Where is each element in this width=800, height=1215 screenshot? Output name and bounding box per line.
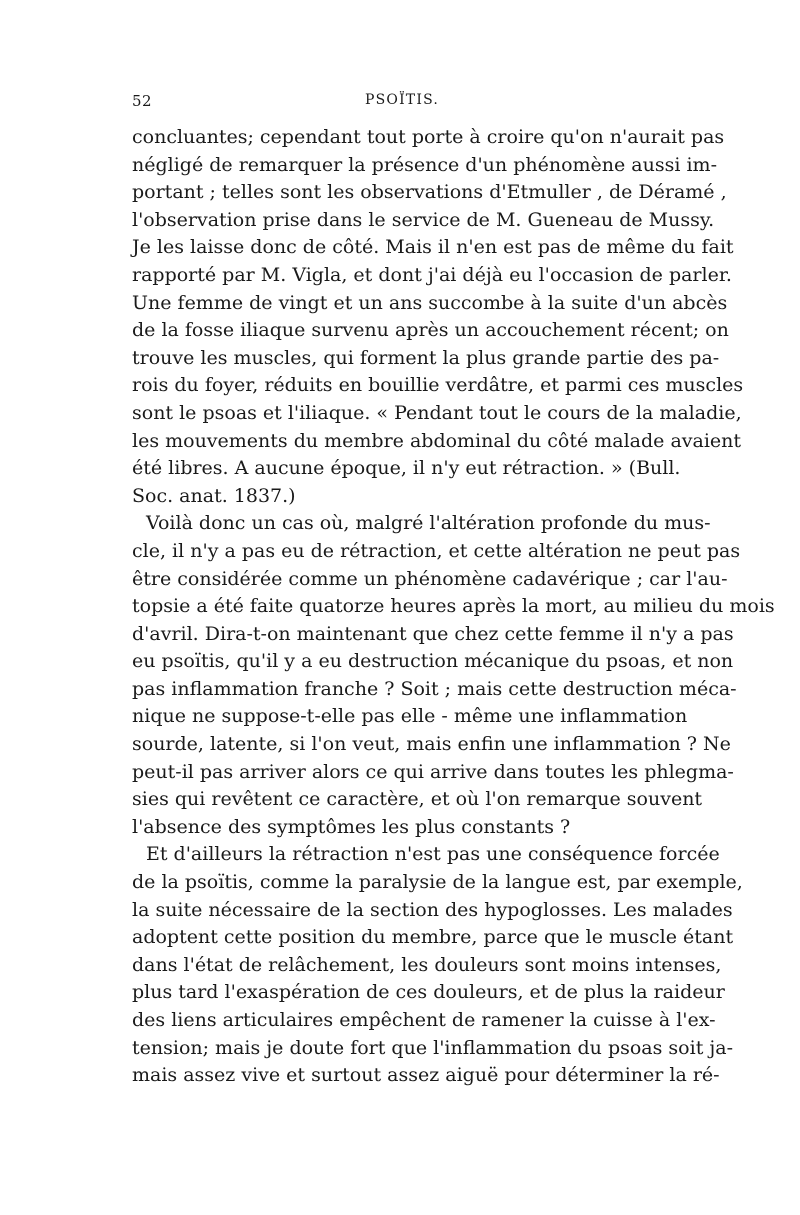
text-line: eu psoïtis, qu'il y a eu destruction mécanique du psoas, et non: [132, 650, 734, 673]
text-line: nique ne suppose-t-elle pas elle - même une inflammation: [132, 705, 688, 728]
body-text: [132, 124, 775, 1090]
text-line: Et d'ailleurs la rétraction n'est pas une conséquence forcée: [146, 843, 720, 866]
text-line: mais assez vive et surtout assez aiguë pour déterminer la ré-: [132, 1064, 720, 1087]
text-line: la suite nécessaire de la section des hypoglosses. Les malades: [132, 898, 733, 921]
text-line: rapporté par M. Vigla, et dont j'ai déjà eu l'occasion de parler.: [132, 263, 732, 286]
text-line: topsie a été faite quatorze heures après la mort, au milieu du mois: [132, 595, 775, 618]
text-line: dans l'état de relâchement, les douleurs sont moins intenses,: [132, 953, 722, 976]
text-line: Je les laisse donc de côté. Mais il n'en est pas de même du fait: [132, 236, 734, 259]
page-header: [132, 92, 672, 116]
text-line: sont le psoas et l'iliaque. « Pendant tout le cours de la maladie,: [132, 401, 742, 424]
text-line: cle, il n'y a pas eu de rétraction, et cette altération ne peut pas: [132, 539, 741, 562]
page-number: 52: [132, 92, 153, 110]
text-line: trouve les muscles, qui forment la plus grande partie des pa-: [132, 346, 720, 369]
text-line: pas inflammation franche ? Soit ; mais cette destruction méca-: [132, 677, 737, 700]
text-line: Soc. anat. 1837.): [132, 484, 296, 507]
text-line: des liens articulaires empêchent de ramener la cuisse à l'ex-: [132, 1009, 716, 1031]
text-line: rois du foyer, réduits en bouillie verdâtre, et parmi ces muscles: [132, 374, 744, 397]
text-line: peut-il pas arriver alors ce qui arrive dans toutes les phlegma-: [132, 760, 734, 783]
text-line: sies qui revêtent ce caractère, et où l'on remarque souvent: [132, 788, 703, 811]
text-line: l'absence des symptômes les plus constants ?: [132, 815, 571, 838]
text-line: plus tard l'exaspération de ces douleurs, et de plus la raideur: [132, 981, 725, 1004]
text-line: être considérée comme un phénomène cadavérique ; car l'au-: [132, 567, 728, 590]
text-line: portant ; telles sont les observations d'Etmuller , de Déramé ,: [132, 181, 727, 204]
text-line: sourde, latente, si l'on veut, mais enfin une inflammation ? Ne: [132, 733, 731, 756]
text-line: Voilà donc un cas où, malgré l'altération profonde du mus-: [146, 512, 711, 535]
running-title: PSOÏTIS.: [364, 92, 440, 108]
text-line: de la fosse iliaque survenu après un accouchement récent; on: [132, 319, 729, 342]
text-line: été libres. A aucune époque, il n'y eut rétraction. » (Bull.: [132, 457, 681, 480]
text-line: d'avril. Dira-t-on maintenant que chez cette femme il n'y a pas: [132, 622, 734, 645]
text-line: tension; mais je doute fort que l'inflammation du psoas soit ja-: [132, 1036, 734, 1059]
text-line: de la psoïtis, comme la paralysie de la langue est, par exemple,: [132, 871, 743, 894]
text-line: négligé de remarquer la présence d'un phénomène aussi im-: [132, 153, 717, 176]
text-line: l'observation prise dans le service de M. Gueneau de Mussy.: [132, 208, 715, 231]
text-line: Une femme de vingt et un ans succombe à la suite d'un abcès: [132, 291, 728, 314]
text-line: adoptent cette position du membre, parce que le muscle étant: [132, 926, 734, 949]
text-line: les mouvements du membre abdominal du côté malade avaient: [132, 429, 742, 452]
text-line: concluantes; cependant tout porte à croire qu'on n'aurait pas: [132, 126, 725, 148]
